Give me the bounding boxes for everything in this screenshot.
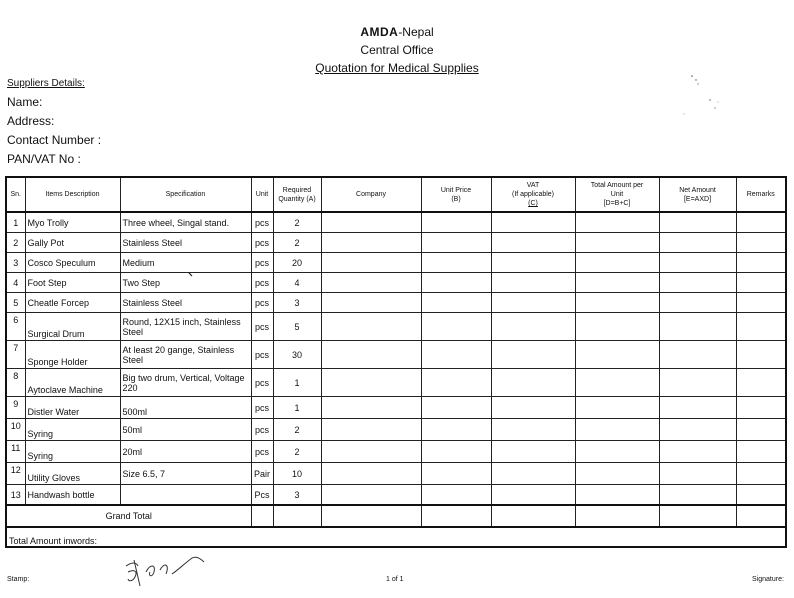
col-header-vat xyxy=(491,177,575,212)
col-header-remarks: Remarks xyxy=(736,177,786,212)
grand-total-remarks-cell[interactable] xyxy=(736,505,786,527)
table-row xyxy=(6,341,786,369)
cell-net-amount[interactable] xyxy=(659,233,736,253)
cell-total-per-unit[interactable] xyxy=(575,419,659,441)
cell-qty: 1 xyxy=(273,369,321,397)
cell-spec: Big two drum, Vertical, Voltage 220 xyxy=(120,369,251,397)
cell-net-amount[interactable] xyxy=(659,341,736,369)
cell-item: Utility Gloves xyxy=(25,463,120,485)
cell-total-per-unit[interactable] xyxy=(575,463,659,485)
col-header-vat-line2: (If applicable) xyxy=(511,191,555,198)
cell-qty: 2 xyxy=(273,212,321,233)
cell-sn: 7 xyxy=(6,341,25,369)
cell-unit: Pcs xyxy=(251,485,273,506)
col-header-vat-line1: VAT xyxy=(526,182,540,189)
cell-spec: Size 6.5, 7 xyxy=(120,463,251,485)
pen-mark xyxy=(188,272,194,278)
cell-total-per-unit[interactable] xyxy=(575,212,659,233)
cell-remarks[interactable] xyxy=(736,293,786,313)
table-row xyxy=(6,273,786,293)
cell-vat[interactable] xyxy=(491,293,575,313)
cell-vat[interactable] xyxy=(491,369,575,397)
cell-remarks[interactable] xyxy=(736,463,786,485)
cell-sn: 4 xyxy=(6,273,25,293)
col-header-qty xyxy=(273,177,321,212)
col-header-net-line1: Net Amount xyxy=(679,186,716,194)
cell-qty: 1 xyxy=(273,397,321,419)
cell-net-amount[interactable] xyxy=(659,313,736,341)
table-row xyxy=(6,485,786,506)
cell-sn: 9 xyxy=(6,397,25,419)
supplier-contact-label: Contact Number : xyxy=(7,133,102,147)
cell-vat[interactable] xyxy=(491,273,575,293)
cell-vat[interactable] xyxy=(491,441,575,463)
cell-company[interactable] xyxy=(321,293,421,313)
cell-remarks[interactable] xyxy=(736,273,786,293)
handwritten-signature xyxy=(120,552,210,590)
col-header-unit: Unit xyxy=(251,177,273,212)
col-header-total-per-unit xyxy=(575,177,659,212)
cell-qty: 2 xyxy=(273,419,321,441)
amount-inwords-row xyxy=(6,527,786,547)
cell-remarks[interactable] xyxy=(736,341,786,369)
page-number: 1 of 1 xyxy=(386,576,404,583)
cell-remarks[interactable] xyxy=(736,212,786,233)
cell-total-per-unit[interactable] xyxy=(575,441,659,463)
grand-total-qty-cell xyxy=(273,505,321,527)
cell-total-per-unit[interactable] xyxy=(575,313,659,341)
cell-qty: 3 xyxy=(273,485,321,506)
col-header-qty-line1: Required xyxy=(282,186,312,194)
cell-total-per-unit[interactable] xyxy=(575,273,659,293)
cell-company[interactable] xyxy=(321,273,421,293)
cell-total-per-unit[interactable] xyxy=(575,293,659,313)
supplier-pan-label: PAN/VAT No : xyxy=(7,152,81,166)
cell-item: Aytoclave Machine xyxy=(25,369,120,397)
quotation-table xyxy=(5,176,787,548)
amount-inwords-label[interactable]: Total Amount inwords: xyxy=(6,527,786,547)
document-title-text: Quotation for Medical Supplies xyxy=(315,61,479,75)
cell-unit: pcs xyxy=(251,441,273,463)
cell-sn: 10 xyxy=(6,419,25,441)
table-row xyxy=(6,293,786,313)
col-header-company: Company xyxy=(321,177,421,212)
cell-remarks[interactable] xyxy=(736,419,786,441)
table-row xyxy=(6,212,786,233)
cell-vat[interactable] xyxy=(491,313,575,341)
grand-total-net-cell[interactable] xyxy=(659,505,736,527)
cell-unit: pcs xyxy=(251,212,273,233)
supplier-name-label: Name: xyxy=(7,95,43,109)
cell-unit: pcs xyxy=(251,419,273,441)
cell-total-per-unit[interactable] xyxy=(575,369,659,397)
organization-logo-text: AMDA xyxy=(360,25,399,39)
cell-vat[interactable] xyxy=(491,341,575,369)
signature-label: Signature: xyxy=(752,576,784,583)
cell-net-amount[interactable] xyxy=(659,293,736,313)
cell-spec: Stainless Steel xyxy=(120,293,251,313)
scan-speckle xyxy=(670,62,730,122)
cell-company[interactable] xyxy=(321,341,421,369)
table-header-row xyxy=(6,177,786,212)
grand-total-row xyxy=(6,505,786,527)
cell-item: Syring xyxy=(25,441,120,463)
cell-company[interactable] xyxy=(321,397,421,419)
cell-net-amount[interactable] xyxy=(659,441,736,463)
col-header-price-line2: (B) xyxy=(451,195,461,203)
cell-vat[interactable] xyxy=(491,419,575,441)
cell-total-per-unit[interactable] xyxy=(575,485,659,506)
cell-net-amount[interactable] xyxy=(659,397,736,419)
cell-qty: 30 xyxy=(273,341,321,369)
cell-unit-price[interactable] xyxy=(421,369,491,397)
table-row xyxy=(6,463,786,485)
cell-spec: Two Step xyxy=(120,273,251,293)
supplier-address-label: Address: xyxy=(7,114,55,128)
cell-company[interactable] xyxy=(321,313,421,341)
grand-total-label: Grand Total xyxy=(6,505,251,527)
cell-unit-price[interactable] xyxy=(421,397,491,419)
cell-sn: 1 xyxy=(6,212,25,233)
cell-remarks[interactable] xyxy=(736,313,786,341)
cell-spec: Three wheel, Singal stand. xyxy=(120,212,251,233)
cell-item: Gally Pot xyxy=(25,233,120,253)
cell-unit: pcs xyxy=(251,341,273,369)
cell-item: Foot Step xyxy=(25,273,120,293)
col-header-total-line2: Unit xyxy=(610,191,624,198)
cell-remarks[interactable] xyxy=(736,485,786,506)
col-header-unit-price xyxy=(421,177,491,212)
cell-spec: 20ml xyxy=(120,441,251,463)
cell-net-amount[interactable] xyxy=(659,419,736,441)
cell-sn: 12 xyxy=(6,463,25,485)
cell-item: Distler Water xyxy=(25,397,120,419)
cell-unit: pcs xyxy=(251,273,273,293)
cell-item: Surgical Drum xyxy=(25,313,120,341)
cell-company[interactable] xyxy=(321,441,421,463)
grand-total-unit-cell xyxy=(251,505,273,527)
cell-spec: Medium xyxy=(120,253,251,273)
cell-sn: 6 xyxy=(6,313,25,341)
cell-total-per-unit[interactable] xyxy=(575,253,659,273)
cell-item: Syring xyxy=(25,419,120,441)
cell-net-amount[interactable] xyxy=(659,485,736,506)
cell-item: Myo Trolly xyxy=(25,212,120,233)
cell-remarks[interactable] xyxy=(736,397,786,419)
cell-unit-price[interactable] xyxy=(421,441,491,463)
cell-unit: pcs xyxy=(251,293,273,313)
cell-unit: pcs xyxy=(251,233,273,253)
grand-total-per-unit-cell[interactable] xyxy=(575,505,659,527)
cell-item: Cosco Speculum xyxy=(25,253,120,273)
table-row xyxy=(6,253,786,273)
cell-remarks[interactable] xyxy=(736,369,786,397)
cell-spec: At least 20 gange, Stainless Steel xyxy=(120,341,251,369)
cell-unit-price[interactable] xyxy=(421,233,491,253)
cell-sn: 5 xyxy=(6,293,25,313)
cell-vat[interactable] xyxy=(491,397,575,419)
cell-vat[interactable] xyxy=(491,212,575,233)
cell-vat[interactable] xyxy=(491,233,575,253)
cell-sn: 2 xyxy=(6,233,25,253)
cell-spec: 50ml xyxy=(120,419,251,441)
col-header-vat-line3: (C) xyxy=(528,200,538,207)
cell-net-amount[interactable] xyxy=(659,253,736,273)
stamp-label: Stamp: xyxy=(7,576,30,583)
col-header-net-line2: [E=AXD] xyxy=(683,195,712,203)
cell-unit: Pair xyxy=(251,463,273,485)
cell-company[interactable] xyxy=(321,419,421,441)
cell-remarks[interactable] xyxy=(736,233,786,253)
cell-company[interactable] xyxy=(321,212,421,233)
table-row xyxy=(6,313,786,341)
cell-sn: 3 xyxy=(6,253,25,273)
office-name: Central Office xyxy=(360,43,434,57)
cell-qty: 2 xyxy=(273,233,321,253)
col-header-qty-line2: Quantity (A) xyxy=(278,195,316,203)
cell-unit-price[interactable] xyxy=(421,419,491,441)
col-header-net-amount xyxy=(659,177,736,212)
cell-remarks[interactable] xyxy=(736,441,786,463)
table-row xyxy=(6,419,786,441)
cell-qty: 3 xyxy=(273,293,321,313)
cell-unit: pcs xyxy=(251,369,273,397)
cell-qty: 4 xyxy=(273,273,321,293)
col-header-price-line1: Unit Price xyxy=(440,186,472,194)
col-header-spec: Specification xyxy=(120,177,251,212)
organization-suffix: -Nepal xyxy=(398,25,434,39)
cell-unit-price[interactable] xyxy=(421,313,491,341)
table-row xyxy=(6,397,786,419)
cell-company[interactable] xyxy=(321,485,421,506)
cell-qty: 10 xyxy=(273,463,321,485)
col-header-item: Items Description xyxy=(25,177,120,212)
cell-total-per-unit[interactable] xyxy=(575,397,659,419)
cell-vat[interactable] xyxy=(491,463,575,485)
cell-unit: pcs xyxy=(251,313,273,341)
cell-unit: pcs xyxy=(251,397,273,419)
cell-vat[interactable] xyxy=(491,485,575,506)
cell-vat[interactable] xyxy=(491,253,575,273)
cell-item: Sponge Holder xyxy=(25,341,120,369)
cell-net-amount[interactable] xyxy=(659,212,736,233)
grand-total-vat-cell[interactable] xyxy=(491,505,575,527)
col-header-sn: Sn. xyxy=(6,177,25,212)
cell-remarks[interactable] xyxy=(736,253,786,273)
cell-unit: pcs xyxy=(251,253,273,273)
cell-spec xyxy=(120,485,251,506)
col-header-total-line3: [D=B+C] xyxy=(603,200,631,207)
cell-net-amount[interactable] xyxy=(659,463,736,485)
cell-qty: 20 xyxy=(273,253,321,273)
cell-qty: 2 xyxy=(273,441,321,463)
cell-item: Cheatle Forcep xyxy=(25,293,120,313)
cell-unit-price[interactable] xyxy=(421,273,491,293)
cell-unit-price[interactable] xyxy=(421,463,491,485)
cell-qty: 5 xyxy=(273,313,321,341)
cell-sn: 11 xyxy=(6,441,25,463)
table-row xyxy=(6,233,786,253)
cell-total-per-unit[interactable] xyxy=(575,341,659,369)
suppliers-heading: Suppliers Details: xyxy=(7,78,85,89)
cell-net-amount[interactable] xyxy=(659,273,736,293)
cell-total-per-unit[interactable] xyxy=(575,233,659,253)
cell-net-amount[interactable] xyxy=(659,369,736,397)
col-header-total-line1: Total Amount per xyxy=(590,182,644,189)
table-row xyxy=(6,441,786,463)
cell-spec: 500ml xyxy=(120,397,251,419)
cell-sn: 13 xyxy=(6,485,25,506)
cell-company[interactable] xyxy=(321,463,421,485)
cell-sn: 8 xyxy=(6,369,25,397)
cell-company[interactable] xyxy=(321,233,421,253)
grand-total-company-cell[interactable] xyxy=(321,505,421,527)
cell-unit-price[interactable] xyxy=(421,253,491,273)
cell-unit-price[interactable] xyxy=(421,341,491,369)
cell-spec: Round, 12X15 inch, Stainless Steel xyxy=(120,313,251,341)
grand-total-price-cell[interactable] xyxy=(421,505,491,527)
cell-unit-price[interactable] xyxy=(421,212,491,233)
organization-name xyxy=(0,25,794,39)
cell-unit-price[interactable] xyxy=(421,293,491,313)
cell-item: Handwash bottle xyxy=(25,485,120,506)
cell-company[interactable] xyxy=(321,253,421,273)
cell-unit-price[interactable] xyxy=(421,485,491,506)
table-row xyxy=(6,369,786,397)
cell-spec: Stainless Steel xyxy=(120,233,251,253)
cell-company[interactable] xyxy=(321,369,421,397)
